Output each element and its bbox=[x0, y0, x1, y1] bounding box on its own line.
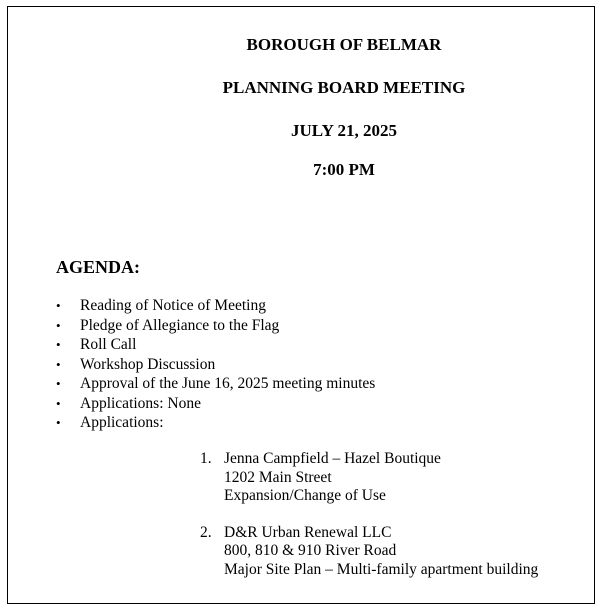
agenda-item bbox=[56, 374, 375, 394]
agenda-item bbox=[56, 394, 375, 414]
agenda-item bbox=[56, 296, 375, 316]
meeting-date: JULY 21, 2025 bbox=[291, 121, 397, 140]
agenda-item bbox=[56, 335, 375, 355]
applicant-name: Jenna Campfield – Hazel Boutique bbox=[224, 450, 441, 467]
applicant-name: D&R Urban Renewal LLC bbox=[224, 523, 392, 541]
application-description: Expansion/Change of Use bbox=[224, 487, 386, 504]
municipality-title: BOROUGH OF BELMAR bbox=[246, 35, 442, 54]
agenda-item bbox=[56, 413, 375, 433]
agenda-item-text: Approval of the June 16, 2025 meeting minutes bbox=[80, 375, 376, 392]
bullet-icon: • bbox=[56, 356, 61, 372]
agenda-item-text: Roll Call bbox=[80, 336, 137, 353]
application-description: Major Site Plan – Multi-family apartment building bbox=[224, 560, 539, 578]
agenda-heading: AGENDA: bbox=[56, 257, 140, 277]
bullet-icon: • bbox=[56, 415, 61, 430]
agenda-item-text: Applications: bbox=[80, 414, 164, 431]
bullet-icon: • bbox=[56, 395, 61, 411]
application-number: 1. bbox=[200, 450, 212, 467]
agenda-item-text: Applications: None bbox=[80, 394, 201, 412]
bullet-icon: • bbox=[56, 376, 61, 391]
application-item bbox=[200, 450, 538, 506]
agenda-item-text: Reading of Notice of Meeting bbox=[80, 297, 266, 314]
bullet-icon: • bbox=[56, 337, 61, 352]
application-number: 2. bbox=[200, 523, 212, 541]
agenda-item-text: Pledge of Allegiance to the Flag bbox=[80, 316, 280, 334]
bullet-icon: • bbox=[56, 317, 61, 333]
meeting-title: PLANNING BOARD MEETING bbox=[222, 78, 466, 97]
applications-list bbox=[200, 450, 538, 579]
agenda-list bbox=[56, 296, 375, 433]
application-item bbox=[200, 524, 538, 580]
application-address: 1202 Main Street bbox=[224, 468, 332, 486]
agenda-item bbox=[56, 316, 375, 336]
meeting-time: 7:00 PM bbox=[313, 160, 375, 179]
application-address: 800, 810 & 910 River Road bbox=[224, 542, 397, 559]
bullet-icon: • bbox=[56, 298, 61, 313]
agenda-item-text: Workshop Discussion bbox=[80, 355, 216, 373]
agenda-item bbox=[56, 355, 375, 375]
